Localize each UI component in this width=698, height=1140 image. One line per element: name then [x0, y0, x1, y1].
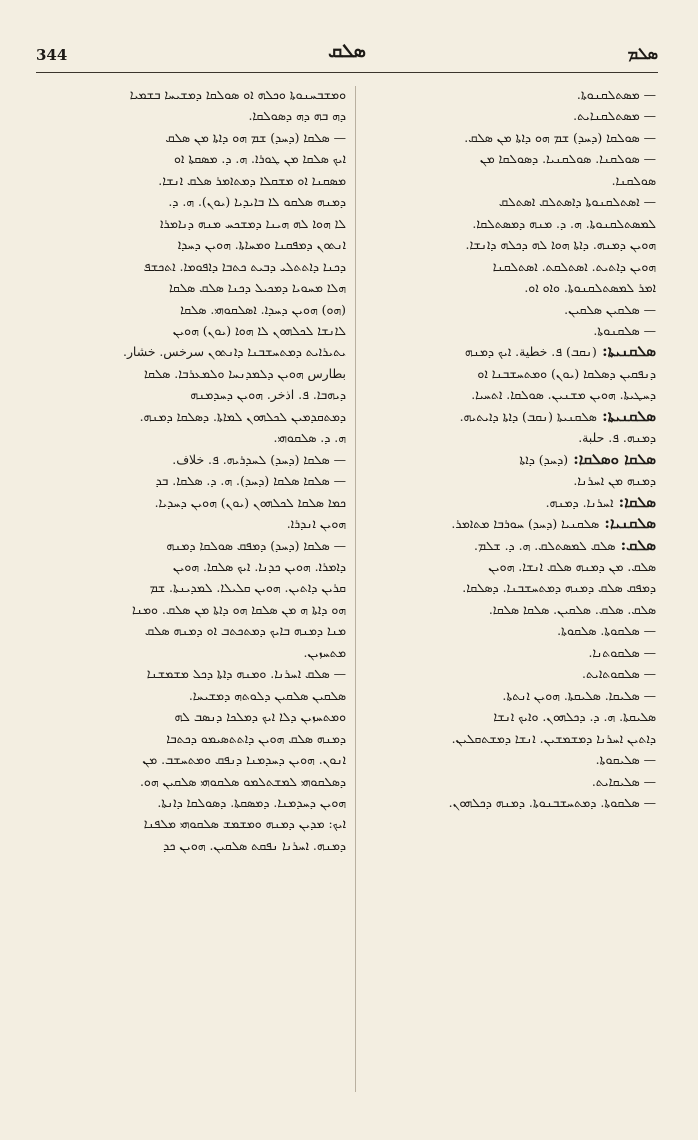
text-line: ܗܘ ܕܐܬܐ ܗ ܡܢ ܣܠܩܐ ܗܘ ܕܐܬܐ ܡܢ ܣܠܩ. ܘܡܢܐ: [132, 601, 346, 617]
text-line: ܡܣܩܢܐ ܐܘ ܡܫܩܠܐ ܕܡܬܐܡܪ ܣܠܩ ܐܢܫܐ.: [158, 172, 346, 188]
text-line: ܠܐܢܫܐ ܠܟܠܗܘܢ ܠܐ ܗܘܐ (ܝܘܢ) ܗܘܝܢ: [172, 322, 346, 338]
text-line: ܗܠܐ ܡܚܘܝܐ ܕܡܟܝܠ ܕܟܢܐ ܣܠܩ ܣܠܩܐ: [168, 280, 346, 296]
text-line: ܕܐܡܪܐ. ܗܘܝܢ ܟܕܢܐ. ܐܝܟ ܣܠܩܐ. ܗܘܝܢ: [172, 558, 346, 574]
entry-definition: ܣܠܩܢܝܐ (ܕܚܕ) ܚܘܪܒܐ ܡܬܐܡܪ.: [451, 516, 600, 532]
text-line: ܡܢܐ ܕܡܢܗ ܒܐܝܟ ܕܡܬܟܬܒ ܐܘ ܕܡܢܗ ܣܠܩ: [144, 623, 346, 639]
sub-entry-line: — ܣܠܩܘܬܐ. ܣܠܩܘܬܐ.: [557, 623, 656, 639]
text-line: ܣܠܩ. ܡܢ ܕܡܢܗ ܣܠܩ ܐܢܫܐ. ܗܘܝܢ: [488, 558, 656, 574]
dictionary-entry: [372, 406, 656, 427]
entry-headword: ܣܠܩܢܝܬܐ:: [596, 342, 656, 361]
sub-entry-line: — ܡܣܬܠܩܢܐܝܬ.: [573, 108, 656, 124]
column-divider: [355, 86, 356, 1092]
text-line: ܕܡܦܩ ܣܠܩ ܕܡܢܗ ܕܡܬܚܫܒܢܐ. ܕܣܠܩܐ.: [462, 580, 656, 596]
text-line: ܐܢܬܘܢ ܕܡܦܩܢܐ ܘܡܚܐܬܐ. ܗܘܝܢ ܕܚܕܐ: [177, 237, 346, 253]
text-line: ܣܠܩ. ܣܠܩ. ܣܠܩܝܢ. ܣܠܩܐ ܣܠܩܐ.: [488, 601, 656, 617]
text-line: ܝܬܝܪܐܝܬ ܕܡܬܚܫܒܢܐ ܕܐܢܬܘܢ سرخس. خشار.: [123, 344, 346, 360]
sub-entry-line: — ܣܠܩܘܬܢܐ.: [588, 644, 656, 660]
text-line: ܗܘܝܢ ܕܐܬܝܬ. ܐܣܬܠܩܬ. ܐܣܬܠܩܢܐ: [492, 258, 656, 274]
text-line: ܕܟܢܐ ܕܐܬܬܠܝ ܕܒܝܬ ܟܬܒܐ ܕܐܦܘܡܐ. ܐܬܟܫܦ: [143, 258, 346, 274]
sub-entry-line: — ܣܘܠܩܢܐ. ܣܘܠܩܢܝܐ. ܕܣܘܠܩܐ ܡܢ: [479, 151, 656, 167]
page-header: [36, 38, 658, 73]
entry-definition: (ܢܩܒ) ܦ. خطية. ܐܝܟ ܕܡܢܗ: [464, 344, 597, 360]
text-line: ܕܡܢܗ. ܐܚܪܢܐ ܢܦܩܬ ܣܠܩܝܢ. ܗܘܝܢ ܟܕ: [163, 837, 346, 853]
page-number: 344: [36, 46, 68, 64]
sub-entry-line: — ܣܠܩܐ (ܕܚܕ) ܠܚܕܪܝܗ. ܦ. خلاف.: [172, 451, 346, 467]
text-line: ܐܡܪ ܠܡܣܬܠܩܢܘܬܐ. ܘܐܘ ܐܘ.: [524, 280, 656, 296]
sub-entry-line: — ܣܘܠܩܐ (ܕܚܕ) ܫܡ ܗܘ ܕܐܬܐ ܡܢ ܣܠܩ.: [464, 129, 656, 145]
text-line: ܕܚܛܝܬܐ. ܗܘܝܢ ܡܫܢܝܢ. ܣܘܠܩܐ. ܐܬܚܝܐ.: [471, 387, 656, 403]
sub-entry-line: — ܣܠܩܝܢ ܣܠܩܝܢ.: [564, 301, 656, 317]
text-line: (ܗܘ) ܗܘܝܢ ܕܚܕܐ. ܐܣܠܩܘܗܝ. ܣܠܩܐ: [180, 301, 346, 317]
sub-entry-line: — ܡܣܬܠܩܢܘܬܐ.: [576, 87, 656, 102]
text-line: ܕܡܢܗ ܣܠܩ ܗܘܝܢ ܕܐܬܬܣܝܡܘ ܕܟܬܒܐ: [166, 730, 346, 746]
text-line: ܕܗ ܒܗ ܕܗ ܕܣܘܠܩܐ.: [248, 108, 346, 124]
sub-entry-line: — ܣܠܝܩܐܝܬ.: [591, 773, 656, 789]
sub-entry-line: — ܣܠܩܐ (ܕܚܕ) ܕܡܦܩ ܣܘܠܩܐ ܕܡܢܗ: [166, 537, 346, 553]
text-line: ܕܣܠܩܘܗܝ ܠܡܫܬܠܡܘ ܣܠܩܘܗܝ ܣܠܩܝܢ ܗܘ.: [139, 773, 346, 789]
dictionary-entry: [372, 535, 656, 556]
entry-definition: ܣܠܩܢܝܬܐ (ܢܩܒ) ܕܐܬܐ ܕܐܝܬܝܗ.: [459, 408, 597, 424]
sub-entry-line: — ܣܠܩܐ (ܕܚܕ) ܫܡ ܗܘ ܕܐܬܐ ܡܢ ܣܠܩ: [165, 129, 346, 145]
sub-entry-line: — ܣܠܝܩܐ. ܣܠܝܩܬܐ. ܗܘܝܢ ܐܢܬܬܐ.: [502, 687, 656, 703]
dictionary-entry: [372, 449, 656, 470]
entry-headword: ܣܠܩܐ:: [613, 492, 656, 511]
text-line: ܐܢܘܢ. ܗܘܝܢ ܕܚܕܡܢܐ ܕܢܦܩ ܘܡܬܚܫܒ. ܡܢ: [142, 752, 346, 768]
sub-entry-line: — ܣܠܩ ܐܚܪܢܐ. ܘܡܢܗ ܕܐܬܐ ܕܟܠ ܡܫܡܫܢܐ: [146, 666, 346, 682]
text-line: ܠܡܣܬܠܩܢܘܬܐ. ܗ. ܕ. ܡܢܗ ܕܡܣܬܠܩܐ.: [472, 215, 656, 231]
text-line: ܣܠܝܩܬܐ. ܗ. ܕ. ܕܟܠܗܘܢ. ܘܐܝܟ ܐܢܫܐ: [493, 709, 656, 725]
text-line: ܕܝܗܒܐ. ܦ. اذخر. ܗܘܝܢ ܕܚܕܡܢܗ: [190, 387, 346, 403]
sub-entry-line: — ܣܠܝܩܘܬܐ.: [595, 752, 656, 768]
text-line: ܘܡܫܒܚܢܘܬܐ ܘܟܠܗ ܐܘ ܣܘܠܩܐ ܕܡܫܝܚܐ ܒܫܡܝܐ: [129, 87, 346, 102]
text-line: ܕܡܢܗ ܡܢ ܐܚܪܢܐ.: [573, 473, 656, 489]
dictionary-entry: [372, 492, 656, 513]
text-line: ܕܡܬܩܕܡܝܢ ܠܟܠܗܘܢ ܠܡܐܬܐ. ܕܣܠܩܐ ܕܡܢܗ.: [139, 408, 346, 424]
right-running-head: ܣܠܡ: [627, 44, 658, 63]
text-line: ܕܢܦܩܝܢ ܕܣܠܩܐ (ܝܘܢ) ܘܡܬܚܫܒܢܐ ܐܘ: [477, 365, 656, 381]
dictionary-entry: [372, 513, 656, 534]
text-line: ܣܠܩܝܢ ܣܠܩܝܢ ܕܠܘܬܗ ܕܡܫܝܚܐ.: [188, 687, 346, 703]
text-line: ܕܐܬܝܢ ܐܚܪܢܐ ܕܡܫܡܫܝܢ. ܐܢܫܐ ܕܡܫܬܩܠܝܢ.: [451, 730, 656, 746]
sub-entry-line: — ܣܠܩܘܬܐܝܬ.: [582, 666, 656, 682]
text-line: ܕܡܢܗ ܣܠܩܘ ܠܐ ܒܐܝܕܝܐ (ܝܘܢ). ܗ. ܕ.: [168, 194, 346, 210]
text-line: ܐܝܟ: ܡܕܝܢ ܕܡܢܗ ܘܡܫܡܫ ܣܠܩܘܗܝ ܡܠܦܢܐ: [143, 816, 346, 832]
text-line: ܗܘܝܢ ܐܢܕܪܐ.: [286, 516, 346, 532]
entry-headword: ܣܠܩܐ ܘܣܠܩܐ:: [568, 449, 656, 468]
dictionary-entry: [372, 341, 656, 362]
sub-entry-line: — ܣܠܩܐ ܣܠܩܐ (ܕܚܕ). ܗ. ܕ. ܣܠܩܐ. ܒܕ: [155, 473, 346, 489]
text-line: ܕܡܢܗ. ܦ. حلبة.: [578, 430, 656, 446]
entry-headword: ܣܠܩܢܝܬܐ:: [596, 406, 656, 425]
entry-definition: (ܕܚܕ) ܕܐܬܐ: [519, 451, 569, 467]
sub-entry-line: — ܣܠܩܘܬܐ. ܕܡܬܚܫܒܢܘܬܐ. ܕܡܢܗ ܕܟܠܗܘܢ.: [448, 794, 656, 810]
left-column: [62, 84, 346, 856]
entry-headword: ܣܠܩ:: [615, 535, 656, 554]
text-line: ܗܘܝܢ ܕܡܢܗ. ܕܐܬܐ ܗܘܐ ܠܗ ܕܟܠܗ ܕܐܢܫܐ.: [465, 237, 656, 253]
center-running-head: ܣܠܩ: [328, 40, 366, 62]
text-line: ܡܬܚܙܝܢ.: [303, 644, 346, 660]
text-line: بطارس ܗܘܝܢ ܕܠܡܕܢܚܐ ܘܠܡܥܪܒܐ. ܣܠܩܐ: [144, 365, 346, 381]
text-line: ܘܡܬܚܙܝܢ ܕܠܐ ܐܝܟ ܕܡܠܟܐ ܕܢܣܒ ܠܗ: [174, 709, 346, 725]
sub-entry-line: — ܣܠܩܢܘܬܐ.: [593, 322, 656, 338]
sub-entry-line: — ܐܣܬܠܩܢܘܬܐ ܕܐܣܬܠܩ ܐܣܬܠܩ: [498, 194, 656, 210]
text-line: ܐܝܟ ܣܠܩܐ ܡܢ ܛܘܪܐ. ܗ. ܕ. ܡܣܩܬܐ ܐܘ: [173, 151, 346, 167]
entry-definition: ܐܚܪܢܐ. ܕܡܢܗ.: [545, 494, 614, 510]
text-line: ܩܪܝܢ ܕܐܬܝܢ. ܗܘܝܢ ܩܠܝܠܐ. ܠܡܕܝܢܬܐ. ܫܡ: [149, 580, 346, 596]
right-column: [372, 84, 656, 813]
entry-headword: ܣܠܩܢܝܐ:: [599, 514, 656, 533]
text-line: ܣܘܠܩܢܐ.: [611, 172, 656, 188]
text-line: ܠܐ ܗܘܐ ܠܗ ܗܝܢܐ ܕܡܫܟܚ ܡܢܗ ܕܢܐܡܪܐ: [159, 215, 346, 231]
text-line: ܗ. ܕ. ܣܠܩܘܗܝ.: [273, 430, 346, 446]
text-line: ܗܘܝܢ ܕܚܕܡܢܐ. ܕܡܣܩܬܐ. ܕܣܘܠܩܐ ܕܐܢܬܐ.: [157, 794, 346, 810]
text-line: ܟܡܐ ܣܠܩܐ ܠܟܠܗܘܢ (ܝܘܢ) ܗܘܝܢ ܕܚܕܝܐ.: [154, 494, 346, 510]
entry-definition: ܣܠܩ ܠܡܣܬܠܩ. ܗ. ܕ. ܫܠܡ.: [473, 537, 616, 553]
